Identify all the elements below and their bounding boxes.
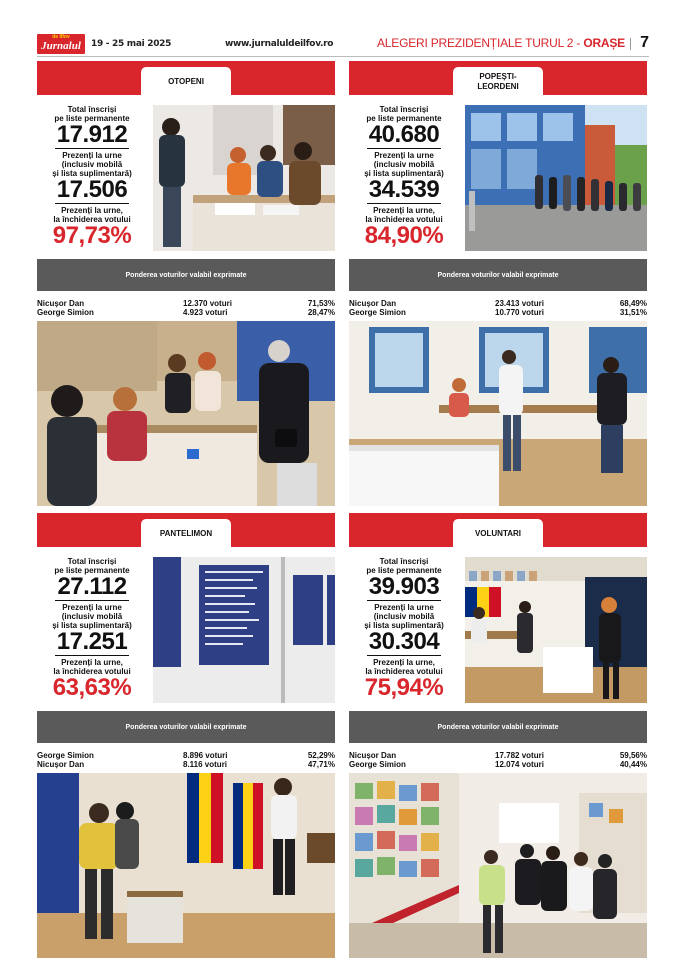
section-title	[377, 36, 625, 50]
votes-weight-bar	[37, 711, 335, 743]
section-highlight: ORAȘE	[583, 36, 625, 50]
registered-value: 17.912	[56, 121, 128, 148]
registered-label: Total înscriși pe liste permanente	[366, 557, 442, 575]
present-label: Prezenți la urne (inclusiv mobilă și lista suplimentară)	[52, 151, 132, 178]
result-row	[37, 308, 335, 317]
city-block-otopeni	[37, 61, 335, 496]
turnout-stats	[349, 105, 459, 255]
city-name-tab	[453, 519, 543, 549]
photo-polling-station-staff	[153, 105, 335, 251]
candidate-percent: 40,44%	[619, 760, 647, 769]
candidate-name: George Simion	[37, 751, 94, 760]
registered-label: Total înscriși pe liste permanente	[54, 557, 130, 575]
candidate-percent: 52,29%	[307, 751, 335, 760]
candidate-name: George Simion	[349, 308, 406, 317]
candidate-votes: 12.074 voturi	[495, 760, 544, 769]
divider	[55, 203, 129, 204]
result-row	[37, 751, 335, 760]
candidate-name: Nicușor Dan	[349, 299, 397, 308]
votes-weight-label: Ponderea voturilor valabil exprimate	[437, 271, 559, 279]
result-row	[349, 299, 647, 308]
turnout-percent: 75,94%	[364, 674, 444, 701]
header-rule	[37, 56, 649, 57]
present-value: 30.304	[368, 628, 440, 655]
city-name-tab	[141, 67, 231, 97]
candidate-percent: 59,56%	[619, 751, 647, 760]
results-table	[37, 299, 335, 319]
votes-weight-bar	[349, 259, 647, 291]
city-name: OTOPENI	[168, 77, 204, 86]
votes-weight-label: Ponderea voturilor valabil exprimate	[125, 271, 247, 279]
turnout-stats	[349, 557, 459, 707]
result-row	[37, 299, 335, 308]
result-row	[349, 308, 647, 317]
candidate-name: George Simion	[349, 760, 406, 769]
photo-queue-outside-building	[465, 105, 647, 251]
result-row	[37, 760, 335, 769]
turnout-percent: 97,73%	[52, 222, 132, 249]
candidate-percent: 28,47%	[307, 308, 335, 317]
results-table	[37, 751, 335, 771]
divider	[55, 655, 129, 656]
logo-title: Jurnalul	[41, 40, 81, 52]
page-header	[37, 34, 649, 56]
present-value: 17.251	[56, 628, 128, 655]
city-name-tab	[453, 67, 543, 97]
votes-weight-bar	[349, 711, 647, 743]
turnout-label: Prezenți la urne, la închiderea votului	[53, 658, 131, 676]
divider	[367, 655, 441, 656]
present-value: 34.539	[368, 176, 440, 203]
city-block-pantelimon	[37, 513, 335, 948]
present-value: 17.506	[56, 176, 128, 203]
votes-weight-label: Ponderea voturilor valabil exprimate	[437, 723, 559, 731]
turnout-stats	[37, 105, 147, 255]
website-link[interactable]: www.jurnaluldeilfov.ro	[225, 39, 334, 49]
candidate-name: Nicușor Dan	[37, 760, 85, 769]
candidate-percent: 31,51%	[619, 308, 647, 317]
turnout-percent: 63,63%	[52, 674, 132, 701]
candidate-votes: 10.770 voturi	[495, 308, 544, 317]
candidate-votes: 8.116 voturi	[183, 760, 228, 769]
turnout-label: Prezenți la urne, la închiderea votului	[53, 206, 131, 224]
results-table	[349, 299, 647, 319]
candidate-name: George Simion	[37, 308, 94, 317]
results-table	[349, 751, 647, 771]
candidate-votes: 4.923 voturi	[183, 308, 228, 317]
issue-date: 19 - 25 mai 2025	[91, 39, 172, 49]
present-label: Prezenți la urne (inclusiv mobilă și lista suplimentară)	[52, 603, 132, 630]
candidate-percent: 47,71%	[307, 760, 335, 769]
turnout-label: Prezenți la urne, la închiderea votului	[365, 206, 443, 224]
candidate-percent: 71,53%	[307, 299, 335, 308]
section-prefix: ALEGERI PREZIDENȚIALE TURUL 2 -	[376, 36, 584, 50]
turnout-stats	[37, 557, 147, 707]
candidate-votes: 17.782 voturi	[495, 751, 544, 760]
divider	[367, 203, 441, 204]
present-label: Prezenți la urne (inclusiv mobilă și lista suplimentară)	[364, 603, 444, 630]
result-row	[349, 760, 647, 769]
candidate-votes: 8.896 voturi	[183, 751, 228, 760]
candidate-name: Nicușor Dan	[349, 751, 397, 760]
city-name: VOLUNTARI	[474, 529, 522, 538]
photo-voters-at-table	[37, 321, 335, 506]
divider	[55, 600, 129, 601]
divider	[367, 600, 441, 601]
city-block-popesti-leordeni	[349, 61, 647, 496]
city-block-voluntari	[349, 513, 647, 948]
city-name-tab	[141, 519, 231, 549]
candidate-votes: 23.413 voturi	[495, 299, 544, 308]
turnout-percent: 84,90%	[364, 222, 444, 249]
registered-label: Total înscriși pe liste permanente	[366, 105, 442, 123]
result-row	[349, 751, 647, 760]
photo-school-hallway-queue	[349, 773, 647, 958]
registered-label: Total înscriși pe liste permanente	[54, 105, 130, 123]
registered-value: 27.112	[57, 573, 127, 600]
candidate-percent: 68,49%	[619, 299, 647, 308]
votes-weight-bar	[37, 259, 335, 291]
candidate-votes: 12.370 voturi	[183, 299, 232, 308]
photo-voter-at-ballot-box	[37, 773, 335, 958]
votes-weight-label: Ponderea voturilor valabil exprimate	[125, 723, 247, 731]
photo-polling-section-signs	[153, 557, 335, 703]
city-name: PANTELIMON	[159, 529, 213, 538]
header-separator	[630, 38, 631, 50]
divider	[367, 148, 441, 149]
registered-value: 40.680	[368, 121, 440, 148]
divider	[55, 148, 129, 149]
photo-classroom-polling	[349, 321, 647, 506]
candidate-name: Nicușor Dan	[37, 299, 85, 308]
logo-subtitle: de Ilfov	[52, 34, 70, 40]
photo-voting-booths	[465, 557, 647, 703]
turnout-label: Prezenți la urne, la închiderea votului	[365, 658, 443, 676]
newspaper-logo[interactable]	[37, 34, 85, 54]
registered-value: 39.903	[368, 573, 440, 600]
city-name: POPEȘTI- LEORDENI	[477, 72, 519, 91]
page-number: 7	[640, 34, 649, 51]
present-label: Prezenți la urne (inclusiv mobilă și lista suplimentară)	[364, 151, 444, 178]
